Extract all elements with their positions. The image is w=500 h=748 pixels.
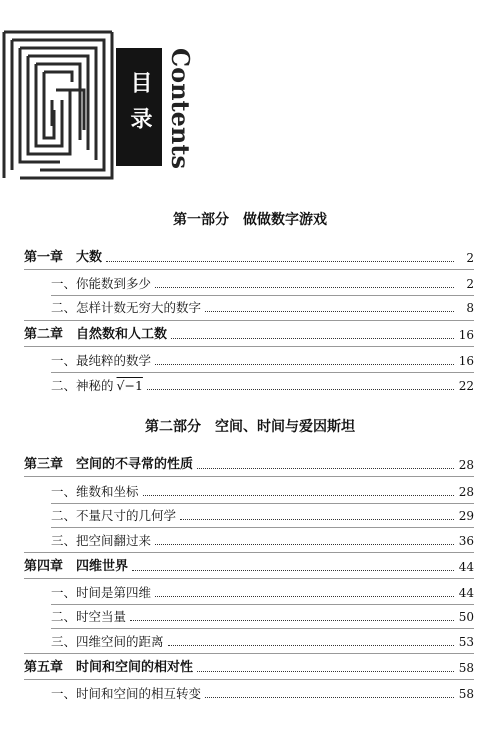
toc-section-entry[interactable] (51, 378, 474, 394)
chapter-title: 第一章 大数 (24, 250, 103, 265)
page-number: 16 (458, 354, 474, 368)
section-title: 二、时空当量 (51, 609, 127, 624)
section-title: 二、不量尺寸的几何学 (51, 508, 177, 523)
page-number: 50 (458, 610, 474, 624)
dot-leader (180, 519, 454, 520)
divider (51, 372, 474, 373)
toc-section-entry[interactable] (51, 686, 474, 702)
page-number: 2 (466, 251, 474, 265)
divider (51, 295, 474, 296)
section-title: 一、最纯粹的数学 (51, 353, 152, 368)
page-number: 44 (458, 586, 474, 600)
toc-chapter-entry[interactable] (24, 457, 474, 473)
divider (24, 552, 474, 553)
dot-leader (155, 287, 454, 288)
page-number: 58 (458, 661, 474, 675)
dot-leader (130, 620, 454, 621)
section-title: 二、怎样计数无穷大的数字 (51, 300, 202, 315)
toc-section-entry[interactable] (51, 276, 474, 292)
toc-section-entry[interactable] (51, 508, 474, 524)
section-title: 三、把空间翻过来 (51, 533, 152, 548)
toc-chapter-entry[interactable] (24, 327, 474, 343)
page-number: 8 (466, 301, 474, 315)
dot-leader (155, 364, 454, 365)
divider (24, 476, 474, 477)
page-number: 44 (458, 560, 474, 574)
toc-chapter-entry[interactable] (24, 660, 474, 676)
toc-chapter-entry[interactable] (24, 250, 474, 266)
dot-leader (132, 570, 454, 571)
dot-leader (197, 671, 454, 672)
dot-leader (205, 311, 454, 312)
decorative-maze-pattern (0, 30, 116, 180)
divider (24, 320, 474, 321)
section-title: 一、你能数到多少 (51, 276, 152, 291)
dot-leader (147, 389, 454, 390)
toc-section-entry[interactable] (51, 585, 474, 601)
page-number: 16 (458, 328, 474, 342)
section-title: 一、时间和空间的相互转变 (51, 686, 202, 701)
divider (24, 679, 474, 680)
dot-leader (168, 645, 454, 646)
page-number: 36 (458, 534, 474, 548)
divider (51, 628, 474, 629)
dot-leader (155, 544, 454, 545)
page-number: 53 (458, 635, 474, 649)
toc-section-entry[interactable] (51, 300, 474, 316)
section-title: 三、四维空间的距离 (51, 634, 164, 649)
toc-section-entry[interactable] (51, 609, 474, 625)
section-title: 二、神秘的 (51, 378, 114, 393)
chapter-title: 第四章 四维世界 (24, 559, 129, 574)
page-number: 58 (458, 687, 474, 701)
page-number: 2 (466, 277, 474, 291)
contents-title-cn: 目录 (127, 71, 152, 143)
divider (24, 578, 474, 579)
divider (24, 346, 474, 347)
chapter-title: 第二章 自然数和人工数 (24, 327, 168, 342)
page-number: 28 (458, 485, 474, 499)
part-title: 第二部分 空间、时间与爱因斯坦 (145, 419, 355, 435)
chapter-title: 第五章 时间和空间的相对性 (24, 660, 194, 675)
sqrt-minus-one: √−1 (116, 378, 143, 393)
dot-leader (197, 468, 454, 469)
dot-leader (143, 495, 454, 496)
dot-leader (106, 261, 454, 262)
toc-section-entry[interactable] (51, 353, 474, 369)
section-title: 一、时间是第四维 (51, 585, 152, 600)
dot-leader (205, 697, 454, 698)
page-number: 22 (458, 379, 474, 393)
dot-leader (155, 596, 454, 597)
divider (51, 527, 474, 528)
page-number: 28 (458, 458, 474, 472)
chapter-title: 第三章 空间的不寻常的性质 (24, 457, 194, 472)
divider (24, 653, 474, 654)
divider (51, 604, 474, 605)
divider (51, 503, 474, 504)
toc-chapter-entry[interactable] (24, 559, 474, 575)
part-title: 第一部分 做做数字游戏 (173, 212, 327, 228)
toc-section-entry[interactable] (51, 533, 474, 549)
toc-section-entry[interactable] (51, 484, 474, 500)
divider (24, 269, 474, 270)
contents-title-en: Contents (166, 48, 195, 169)
dot-leader (171, 338, 454, 339)
section-title: 一、维数和坐标 (51, 484, 139, 499)
page-number: 29 (458, 509, 474, 523)
toc-section-entry[interactable] (51, 634, 474, 650)
